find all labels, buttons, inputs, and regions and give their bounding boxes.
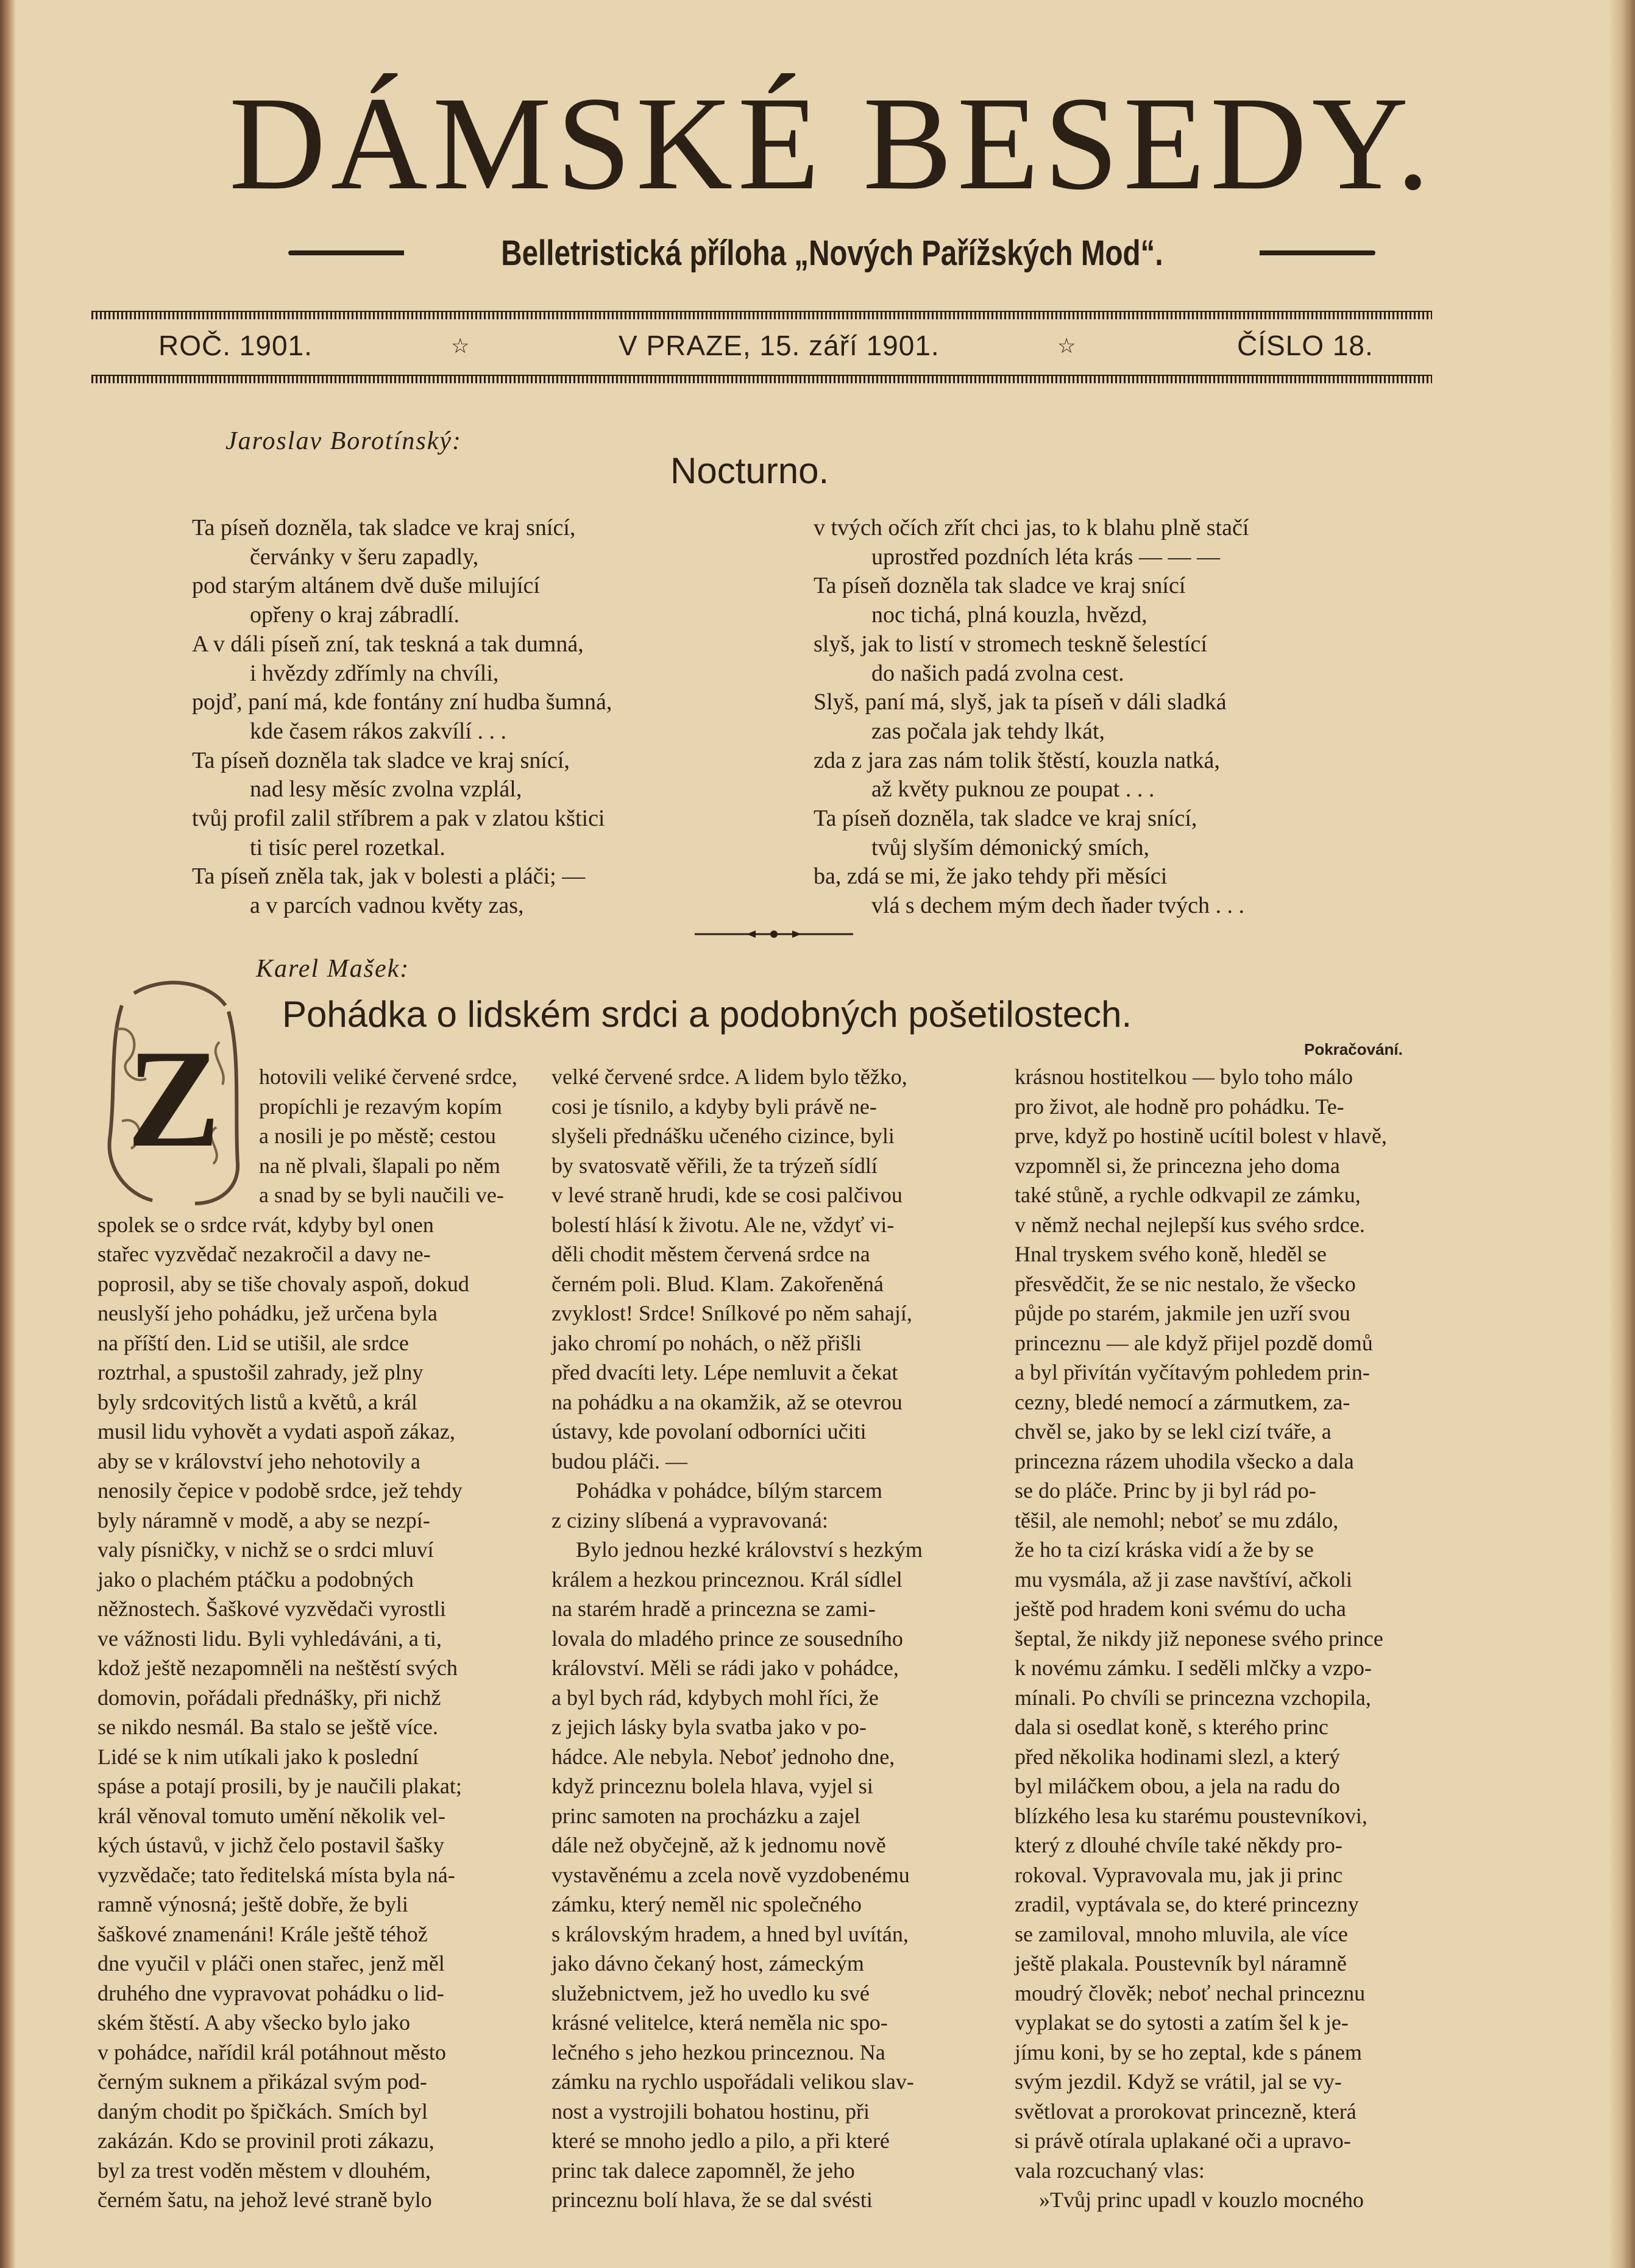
story-column-2 [552,1062,1015,2215]
text-line: šeptal, že nikdy již neponese svého prince [1015,1626,1383,1651]
text-line: dala si osedlat koně, s kterého princ [1015,1715,1328,1739]
text-line: hádce. Ale nebyla. Neboť jednoho dne, [552,1744,895,1769]
text-line: princeznu bolí hlava, že se dal svésti [552,2188,873,2212]
swash-right [1260,250,1375,255]
text-line: daným chodit po špičkách. Smích byl [98,2099,428,2124]
text-line: zámku, který neměl nic společného [552,1892,862,1916]
text-line: zvyklost! Srdce! Snílkové po něm sahají, [552,1301,912,1325]
story-column-3 [1015,1062,1490,2215]
text-line: v levé straně hrudi, kde se cosi palčivou [552,1183,903,1207]
text-line: neuslyší jeho pohádku, jež určena byla [98,1301,438,1325]
poem-line: zda z jara zas nám tolik štěstí, kouzla natká, [814,747,1220,773]
text-line: se nikdo nesmál. Ba stalo se ještě více. [98,1715,438,1739]
text-line: Bylo jednou hezké království s hezkým [576,1537,923,1562]
text-line: pro život, ale hodně pro pohádku. Te- [1015,1094,1344,1119]
text-line: musil lidu vyhovět a vydati aspoň zákaz, [98,1419,455,1444]
text-line: také stůně, a rychle odkvapil ze zámku, [1015,1183,1361,1207]
text-line: poprosil, aby se tiše chovaly aspoň, dokud [98,1271,469,1296]
text-line: a byl bych rád, kdybych mohl říci, že [552,1685,879,1710]
text-line: šaškové znamenáni! Krále ještě téhož [98,1921,428,1946]
text-line: vyzvědače; tato ředitelská místa byla ná- [98,1862,455,1887]
text-line: nenosily čepice v podobě srdce, jež tehdy [98,1478,463,1503]
text-line: král věnoval tomuto umění několik vel- [98,1803,445,1828]
poem-author: Jaroslav Borotínský: [225,427,462,455]
text-line: a snad by se byli naučili ve- [259,1183,504,1207]
text-line: ve vážnosti lidu. Byli vyhledáváni, a ti, [98,1626,442,1651]
text-line: princ tak dalece zapomněl, že jeho [552,2158,855,2183]
text-line: jako o plachém ptáčku a podobných [98,1567,414,1592]
ornamental-divider [695,928,853,940]
story-author: Karel Mašek: [256,955,410,983]
text-line: a byl přivítán vyčítavým pohledem prin- [1015,1360,1370,1384]
poem-line: Ta píseň zněla tak, jak v bolesti a pláči; — [192,863,586,890]
text-line: před dvacíti lety. Lépe nemluvit a čekat [552,1360,898,1384]
text-line: světlovat a prorokovat princezně, která [1015,2099,1357,2124]
poem-line: tvůj profil zalil stříbrem a pak v zlatou kštici [192,806,605,832]
text-line: kých ústavů, v jichž čelo postavil šašky [98,1833,444,1857]
poem-line: pojď, paní má, kde fontány zní hudba šumná, [192,689,612,715]
text-line: lečného s jeho hezkou princeznou. Na [552,2039,885,2064]
text-line: lovala do mladého prince ze sousedního [552,1626,903,1651]
continued-note: Pokračování. [1304,1040,1403,1058]
text-line: černém poli. Blud. Klam. Zakořeněná [552,1271,884,1296]
text-line: dne vyučil v pláči onen stařec, jenž měl [98,1951,445,1976]
text-line: blízkého lesa ku starému poustevníkovi, [1015,1803,1367,1828]
header-rule-top [91,311,1432,319]
text-line: ještě pod hradem koni svému do ucha [1015,1596,1346,1621]
text-line: s královským hradem, a hned byl uvítán, [552,1921,909,1946]
text-line: princ samoten na procházku a zajel [552,1803,860,1828]
text-line: k novému zámku. I seděli mlčky a vzpo- [1015,1656,1372,1680]
text-line: budou pláči. — [552,1448,687,1473]
poem-line: tvůj slyším démonický smích, [871,834,1149,860]
poem-line: ba, zdá se mi, že jako tehdy při měsíci [814,863,1168,890]
story-column-1 [98,1062,555,2215]
text-line: vyplakat se do sytosti a zatím šel k je- [1015,2010,1349,2035]
poem-line: nad lesy měsíc zvolna vzplál, [250,776,522,803]
poem-line: vlá s dechem mým dech ňader tvých . . . [871,893,1245,919]
text-line: jako chromí po nohách, o něž přišli [552,1330,862,1355]
text-line: z jejich lásky byla svatba jako v po- [552,1715,867,1739]
poem-line: zas počala jak tehdy lkát, [871,718,1105,744]
poem-line: ti tisíc perel rozetkal. [250,834,445,860]
text-line: který z dlouhé chvíle také někdy pro- [1015,1833,1342,1857]
text-line: propíchli je rezavým kopím [259,1094,502,1119]
masthead-subtitle: Belletristická příloha „Nových Pařížských Mod“. [500,233,1163,273]
text-line: zakázán. Kdo se provinil proti zákazu, [98,2128,434,2153]
swash-left [288,250,404,255]
text-line: na pohádku a na okamžik, až se otevrou [552,1389,903,1414]
text-line: černém šatu, na jehož levé straně bylo [98,2188,432,2212]
poem-line: Ta píseň dozněla tak sladce ve kraj snící [814,573,1186,599]
text-line: ústavy, kde povolaní odborníci učiti [552,1419,867,1444]
text-line: Lidé se k nim utíkali jako k poslední [98,1744,419,1769]
poem-line: až květy puknou ze poupat . . . [871,776,1155,803]
text-line: druhého dne vypravovat pohádku o lid- [98,1980,444,2005]
text-line: krásné velitelce, která neměla nic spo- [552,2010,888,2035]
text-line: Hnal tryskem svého koně, hleděl se [1015,1242,1327,1266]
poem-column-left [192,514,612,921]
star-ornament-right: ☆ [1057,335,1077,358]
text-line: vala rozcuchaný vlas: [1015,2158,1205,2183]
text-line: v němž nechal nejlepší kus svého srdce. [1015,1212,1365,1237]
text-line: něžnostech. Šaškové vyzvědači vyrostli [98,1596,446,1621]
poem-line: Ta píseň dozněla, tak sladce ve kraj snící, [192,515,576,540]
text-line: na ně plvali, šlapali po něm [259,1153,500,1178]
text-line: moudrý člověk; neboť nechal princeznu [1015,1980,1366,2005]
text-line: »Tvůj princ upadl v kouzlo mocného [1039,2188,1364,2212]
text-line: dále než obyčejně, až k jednomu nově [552,1833,886,1857]
star-ornament-left: ☆ [451,335,470,358]
text-line: králem a hezkou princeznou. Král sídlel [552,1567,903,1592]
header-rule-bottom [91,375,1432,383]
text-line: přesvědčit, že se nic nestalo, že všecko [1015,1271,1356,1296]
issue-volume: ROČ. 1901. [158,330,313,361]
text-line: které se mnoho jedlo a pilo, a při které [552,2128,890,2153]
masthead-subtitle-row [91,232,1572,274]
text-line: aby se v království jeho nehotovily a [98,1448,420,1473]
text-line: Pohádka v pohádce, bílým starcem [576,1478,882,1503]
text-line: by svatosvatě věřili, že ta trýzeň sídlí [552,1153,878,1178]
text-line: služebnictvem, jež ho uvedlo ku své [552,1980,870,2005]
text-line: slyšeli přednášku učeného cizince, byli [552,1124,895,1148]
poem-title: Nocturno. [670,450,829,491]
issue-number: ČÍSLO 18. [1237,330,1374,361]
text-line: ramně výnosná; ještě dobře, že byli [98,1892,408,1916]
text-line: hotovili veliké červené srdce, [259,1065,517,1089]
text-line: v pohádce, nařídil král potáhnout město [98,2039,446,2064]
text-line: stařec vyzvědač nezakročil a davy ne- [98,1242,431,1266]
poem-line: A v dáli píseň zní, tak teskná a tak dumná, [192,631,584,657]
text-line: cosi je tísnilo, a kdyby byli právě ne- [552,1094,877,1119]
poem-line: kde časem rákos zakvílí . . . [250,718,507,744]
text-line: rokoval. Vypravovala mu, jak ji princ [1015,1862,1343,1887]
poem-line: uprostřed pozdních léta krás — — — [871,544,1220,570]
text-line: černým suknem a přikázal svým pod- [98,2069,427,2094]
issue-place-date: V PRAZE, 15. září 1901. [619,330,940,361]
text-line: když princeznu bolela hlava, vyjel si [552,1774,873,1798]
text-line: cezny, bledé nemocí a zármutkem, za- [1015,1389,1350,1414]
story-title: Pohádka o lidském srdci a podobných pošetilostech. [282,994,1132,1035]
poem-line: i hvězdy zdřímly na chvíli, [250,660,499,686]
poem-line: Ta píseň dozněla tak sladce ve kraj snící, [192,747,570,773]
text-line: krásnou hostitelkou — bylo toho málo [1015,1065,1353,1089]
poem-line: pod starým altánem dvě duše milující [192,573,540,599]
page-left-edge [0,0,16,2268]
text-line: nost a vystrojili bohatou hostinu, při [552,2099,870,2124]
text-line: si právě otírala uplakané oči a upravo- [1015,2128,1351,2153]
text-line: děli chodit městem červená srdce na [552,1242,870,1266]
text-line: kdož ještě nezapomněli na neštěstí svých [98,1656,458,1680]
text-line: princezna rázem uhodila všecko a dala [1015,1448,1354,1473]
text-line: spáse a potají prosili, by je naučili plakat; [98,1774,462,1798]
page-right-edge [1609,0,1635,2268]
text-line: svým jezdil. Když se vrátil, jal se vy- [1015,2069,1342,2094]
poem-line: noc tichá, plná kouzla, hvězd, [871,602,1147,628]
poem-column-right [814,514,1249,921]
poem-line: a v parcích vadnou květy zas, [250,893,524,919]
text-line: velké červené srdce. A lidem bylo těžko, [552,1065,907,1089]
text-line: se do pláče. Princ by ji byl rád po- [1015,1478,1316,1503]
text-line: ském štěstí. A aby všecko bylo jako [98,2010,410,2035]
text-line: byl za trest voděn městem v dlouhém, [98,2158,431,2183]
text-line: z ciziny slíbená a vypravovaná: [552,1508,828,1533]
text-line: na příští den. Lid se utišil, ale srdce [98,1330,409,1355]
text-line: jako dávno čekaný host, zámeckým [552,1951,864,1976]
text-line: valy písničky, v nichž se o srdci mluví [98,1537,434,1562]
text-line: zradil, vyptávala se, do které princezny [1015,1892,1359,1916]
poem-line: slyš, jak to listí v stromech teskně šelestící [814,631,1207,657]
text-line: království. Měli se rádi jako v pohádce, [552,1656,899,1680]
poem-line: Ta píseň dozněla, tak sladce ve kraj snící, [814,806,1197,832]
poem-line: v tvých očích zřít chci jas, to k blahu plně stačí [814,515,1249,540]
issue-info-row [146,329,1396,366]
text-line: mu vysmála, až ji zase navštíví, ačkoli [1015,1567,1352,1592]
text-line: ještě plakala. Poustevník byl náramně [1015,1951,1347,1976]
text-line: domovin, pořádali přednášky, při nichž [98,1685,441,1710]
poem-line: Slyš, paní má, slyš, jak ta píseň v dáli sladká [814,689,1227,715]
text-line: těšil, ale nemohl; neboť se mu zdálo, [1015,1508,1339,1533]
text-line: mínali. Po chvíli se princezna vzchopila, [1015,1685,1371,1710]
text-line: chvěl se, jako by se lekl cizí tváře, a [1015,1419,1332,1444]
text-line: před několika hodinami slezl, a který [1015,1744,1340,1769]
text-line: prve, když po hostině ucítil bolest v hlavě, [1015,1124,1387,1148]
text-line: jímu koni, by se ho zeptal, kde s pánem [1015,2039,1362,2064]
text-line: roztrhal, a spustošil zahrady, jež plny [98,1360,424,1384]
poem-line: do našich padá zvolna cest. [871,660,1124,686]
text-line: byl miláčkem obou, a jela na radu do [1015,1774,1340,1798]
masthead-title: DÁMSKÉ BESEDY. [229,69,1435,218]
text-line: zámku na rychlo uspořádali velikou slav- [552,2069,914,2094]
text-line: spolek se o srdce rvát, kdyby byl onen [98,1212,434,1237]
text-line: a nosili je po městě; cestou [259,1124,496,1148]
text-line: na starém hradě a princezna se zami- [552,1596,876,1621]
text-line: že ho ta cizí kráska vidí a že by se [1015,1537,1314,1562]
text-line: vystavěnému a zcela nově vyzdobenému [552,1862,910,1887]
text-line: bolestí hlásí k životu. Ale ne, vždyť vi- [552,1212,895,1237]
text-line: půjde po starém, jakmile jen uzří svou [1015,1301,1350,1325]
text-line: se zamiloval, mnoho mluvila, ale více [1015,1921,1348,1946]
text-line: vzpomněl si, že princezna jeho doma [1015,1153,1340,1178]
poem-line: červánky v šeru zapadly, [250,544,479,570]
poem-line: opřeny o kraj zábradlí. [250,602,459,628]
text-line: princeznu — ale když přijel pozdě domů [1015,1330,1373,1355]
text-line: byly srdcovitých listů a květů, a král [98,1389,417,1414]
text-line: byly náramně v modě, a aby se nezpí- [98,1508,430,1533]
dropcap-letter: Z [127,1021,221,1176]
